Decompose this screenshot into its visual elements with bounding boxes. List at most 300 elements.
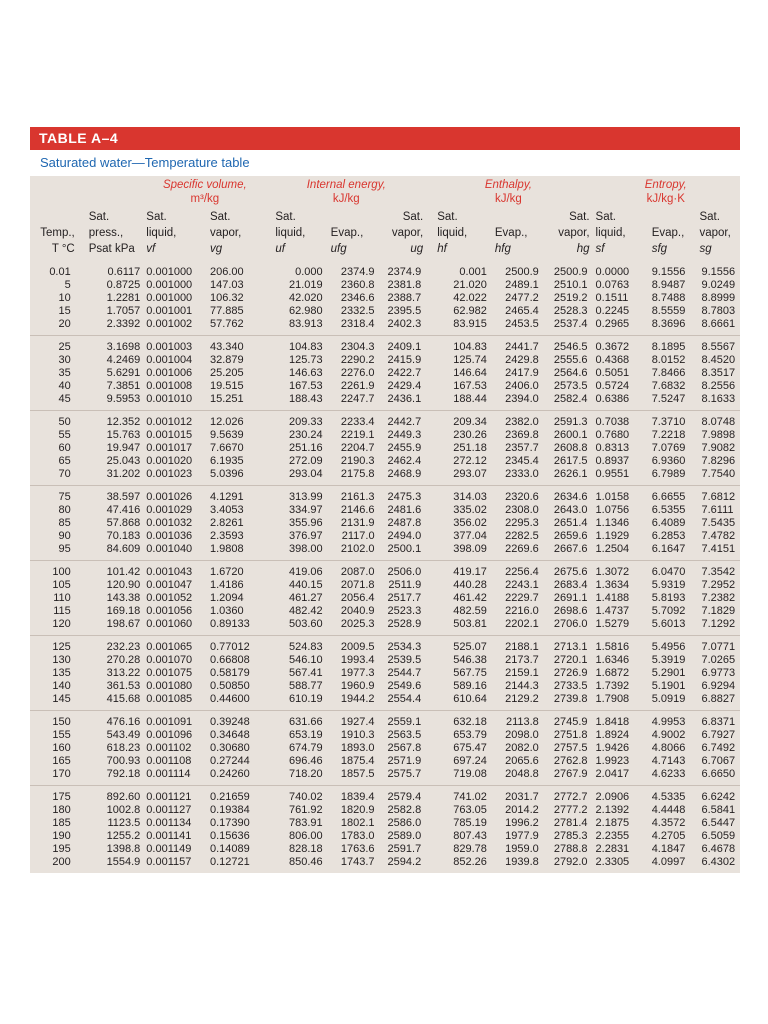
table-cell: 2772.7 [543,786,592,805]
header-2-col-1: press., [88,227,124,239]
table-row [30,830,740,843]
table-cell: 0.001017 [146,442,193,454]
table-cell: 8.2556 [701,380,736,392]
table-row [30,680,740,693]
table-cell: 2634.6 [543,486,592,505]
table-cell: 19.947 [106,442,141,454]
header-3-col-11: sfg [651,243,668,255]
table-cell: 0.001004 [146,354,193,366]
table-cell: 2767.9 [553,768,588,780]
header-3-col-1: Psat kPa [88,243,135,255]
table-cell: 2453.5 [505,318,539,330]
table-cell: 19.515 [209,380,244,392]
table-cell: 610.19 [289,693,323,705]
table-cell: 653.79 [453,729,487,741]
table-cell: 440.28 [453,579,487,591]
table-cell: 1.3072 [592,561,648,580]
table-cell: 230.24 [289,429,323,441]
table-cell: 2395.5 [387,305,422,317]
table-cell: 7.1829 [701,605,736,617]
table-cell: 2082.0 [505,742,539,754]
header-1-col-12: Sat. [699,211,720,223]
table-cell: 190 [52,830,71,842]
table-cell: 2594.2 [387,856,422,868]
table-body [30,261,740,873]
table-cell: 356.02 [453,517,487,529]
table-cell: 101.42 [79,561,143,580]
table-cell: 0.001006 [146,367,193,379]
header-3-col-3: vg [209,243,223,255]
table-cell: 0.001015 [146,429,193,441]
table-cell: 1.6720 [208,561,267,580]
table-cell: 4.1847 [651,843,686,855]
table-cell: 6.5841 [701,804,736,816]
table-cell: 0.2965 [595,318,630,330]
table-cell: 7.4782 [701,530,736,542]
table-cell: 8.0748 [697,411,740,430]
table-cell: 6.6242 [697,786,740,805]
group-specific-volume-label: Specific volume, [162,179,247,191]
table-cell: 2564.6 [553,367,588,379]
table-cell: 313.22 [106,667,141,679]
table-cell: 2346.6 [340,292,375,304]
table-cell: 482.42 [289,605,323,617]
table-cell: 7.0769 [651,442,686,454]
table-cell: 0.50850 [209,680,250,692]
table-cell: 1398.8 [106,843,141,855]
table-title: TABLE A–4 [30,127,740,150]
table-cell: 293.07 [453,468,487,480]
saturated-water-temperature-table [30,176,740,873]
table-cell: 1910.3 [340,729,375,741]
table-cell: 6.9360 [651,455,686,467]
table-cell: 1.1929 [595,530,630,542]
table-cell: 100 [30,561,79,580]
table-cell: 7.4151 [701,543,736,555]
table-cell: 1.0360 [209,605,244,617]
table-cell: 632.18 [425,711,491,730]
table-row [30,261,740,279]
table-cell: 7.3710 [648,411,698,430]
table-cell: 9.1556 [701,266,736,278]
table-cell: 335.02 [453,504,487,516]
header-3-col-5: ufg [330,243,347,255]
table-cell: 0.30680 [209,742,250,754]
table-cell: 2449.3 [387,429,422,441]
table-cell: 0.001157 [146,856,192,868]
group-internal-energy-unit: kJ/kg [332,193,360,205]
table-cell: 0.001127 [146,804,192,816]
table-cell: 1.0158 [592,486,648,505]
table-cell: 2487.8 [387,517,422,529]
table-cell: 42.020 [289,292,323,304]
table-cell: 15.251 [209,393,244,405]
table-cell: 169.18 [106,605,141,617]
table-cell: 850.46 [289,856,323,868]
table-cell: 524.83 [267,636,326,655]
header-3-col-9: hg [576,243,590,255]
table-cell: 1.5816 [592,636,648,655]
table-cell: 1.5279 [595,618,630,630]
header-2-col-11: Evap., [651,227,685,239]
header-2-col-6: vapor, [391,227,424,239]
table-cell: 2402.3 [387,318,422,330]
table-cell: 589.16 [453,680,487,692]
table-cell: 2757.5 [553,742,588,754]
table-cell: 135 [52,667,71,679]
table-cell: 251.18 [453,442,487,454]
table-cell: 1927.4 [327,711,379,730]
table-row [30,543,740,561]
table-cell: 2739.8 [553,693,588,705]
table-row [30,442,740,455]
table-row [30,636,740,655]
table-cell: 150 [30,711,79,730]
table-cell: 2751.8 [553,729,588,741]
table-cell: 829.78 [453,843,487,855]
table-cell: 1996.2 [505,817,539,829]
table-cell: 8.3696 [651,318,686,330]
table-cell: 12.026 [208,411,267,430]
table-cell: 2345.4 [505,455,539,467]
table-cell: 2626.1 [553,468,588,480]
table-row [30,843,740,856]
table-cell: 2519.2 [553,292,588,304]
table-cell: 2567.8 [387,742,422,754]
header-1-col-5 [327,209,379,225]
table-cell: 195 [52,843,71,855]
table-cell: 8.7803 [701,305,736,317]
table-cell: 1893.0 [340,742,375,754]
table-cell: 1.4188 [595,592,630,604]
table-cell: 120 [52,618,71,630]
table-cell: 314.03 [425,486,491,505]
table-cell: 0.5724 [595,380,630,392]
header-1-col-6: Sat. [402,211,424,223]
table-cell: 2489.1 [505,279,539,291]
table-cell: 2534.3 [379,636,426,655]
table-row [30,768,740,786]
table-cell: 1.7057 [106,305,141,317]
table-cell: 0.001029 [146,504,193,516]
table-cell: 2720.1 [553,654,588,666]
table-row [30,367,740,380]
header-1-col-9: Sat. [569,211,590,223]
table-cell: 2204.7 [340,442,375,454]
table-row [30,393,740,411]
table-cell: 2014.2 [505,804,539,816]
table-cell: 104.83 [267,336,326,355]
table-cell: 398.00 [289,543,323,555]
table-cell: 90 [58,530,71,542]
table-cell: 2048.8 [505,768,539,780]
table-cell: 2591.7 [387,843,422,855]
table-cell: 675.47 [453,742,487,754]
table-cell: 110 [53,592,71,604]
table-cell: 0.6117 [107,266,141,278]
table-cell: 4.5335 [648,786,698,805]
table-cell: 5 [64,279,71,291]
table-cell: 0.001008 [146,380,193,392]
table-cell: 38.597 [79,486,143,505]
table-cell: 0.34648 [209,729,250,741]
table-cell: 700.93 [106,755,141,767]
table-cell: 7.2952 [701,579,736,591]
table-cell: 230.26 [453,429,487,441]
header-1-col-4: Sat. [275,211,296,223]
table-cell: 62.982 [453,305,487,317]
table-cell: 1802.1 [340,817,375,829]
table-cell: 6.7927 [701,729,736,741]
table-cell: 1.8924 [595,729,630,741]
header-row-1 [30,209,740,225]
table-cell: 5.2901 [651,667,686,679]
table-cell: 2409.1 [379,336,426,355]
table-cell: 0.01 [49,266,71,278]
table-cell: 2475.3 [379,486,426,505]
table-cell: 4.8066 [651,742,686,754]
table-cell: 0.001020 [146,455,193,467]
table-cell: 2539.5 [387,654,422,666]
table-cell: 361.53 [106,680,141,692]
header-2-col-5: Evap., [330,227,364,239]
table-cell: 0.7038 [592,411,648,430]
table-cell: 2511.9 [388,579,422,591]
table-cell: 567.75 [453,667,487,679]
table-cell: 2.0906 [592,786,648,805]
table-cell: 2087.0 [327,561,379,580]
table-cell: 7.2382 [701,592,736,604]
table-cell: 0.001121 [142,786,208,805]
table-cell: 0.001096 [146,729,193,741]
table-cell: 5.7092 [651,605,686,617]
table-cell: 440.15 [289,579,323,591]
table-cell: 145 [52,693,71,705]
table-cell: 251.16 [289,442,323,454]
table-cell: 0.001075 [146,667,193,679]
table-cell: 9.5639 [209,429,244,441]
table-cell: 719.08 [453,768,487,780]
table-cell: 104.83 [425,336,491,355]
table-cell: 1.9808 [209,543,244,555]
table-cell: 0.001026 [142,486,208,505]
table-cell: 567.41 [289,667,323,679]
table-cell: 70 [58,468,71,480]
table-cell: 2025.3 [340,618,375,630]
table-cell: 2608.8 [553,442,588,454]
table-cell: 1.6346 [595,654,630,666]
table-row [30,817,740,830]
table-cell: 2369.8 [505,429,539,441]
header-1-col-1: Sat. [88,211,110,223]
table-cell: 0.001003 [142,336,208,355]
table-cell: 2546.5 [543,336,592,355]
table-row [30,380,740,393]
table-cell: 2374.9 [340,266,375,278]
header-2-col-0: Temp., [40,227,75,239]
table-row [30,561,740,580]
table-cell: 2762.8 [553,755,588,767]
table-cell: 2360.8 [340,279,375,291]
table-row [30,786,740,805]
table-cell: 0.8725 [106,279,141,291]
table-cell: 2441.7 [491,336,543,355]
group-specific-volume-unit: m³/kg [190,193,220,205]
table-cell: 15 [58,305,71,317]
table-row [30,279,740,292]
table-cell: 2.3593 [209,530,244,542]
table-cell: 653.19 [289,729,323,741]
table-cell: 5.0396 [209,468,244,480]
table-cell: 35 [58,367,71,379]
table-cell: 2683.4 [553,579,588,591]
table-subtitle: Saturated water—Temperature table [30,150,740,176]
header-3-col-2: vf [146,243,156,255]
table-cell: 588.77 [289,680,323,692]
table-cell: 147.03 [209,279,244,291]
table-row [30,411,740,430]
table-cell: 2422.7 [387,367,422,379]
table-row [30,693,740,711]
table-cell: 167.53 [289,380,323,392]
table-cell: 2129.2 [505,693,539,705]
table-cell: 125 [30,636,79,655]
table-cell: 7.0265 [701,654,736,666]
table-cell: 741.02 [425,786,491,805]
table-cell: 0.001114 [146,768,191,780]
group-entropy-label: Entropy, [644,179,687,191]
header-3-col-8: hfg [494,243,511,255]
table-cell: 4.0997 [651,856,686,868]
table-cell: 7.6812 [697,486,740,505]
table-cell: 130 [52,654,71,666]
table-cell: 2056.4 [340,592,375,604]
table-cell: 0.001023 [146,468,193,480]
table-row [30,654,740,667]
table-row [30,336,740,355]
table-cell: 0.89133 [209,618,250,630]
table-cell: 546.10 [289,654,323,666]
table-cell: 0.001012 [142,411,208,430]
table-cell: 1783.0 [340,830,375,842]
table-cell: 25 [30,336,79,355]
table-cell: 2468.9 [387,468,422,480]
table-cell: 503.81 [453,618,487,630]
table-cell: 6.1647 [651,543,686,555]
header-1-col-0 [30,209,79,225]
table-cell: 2098.0 [505,729,539,741]
header-1-col-11 [648,209,698,225]
table-cell: 3.1698 [79,336,143,355]
table-cell: 120.90 [106,579,141,591]
table-cell: 165 [52,755,71,767]
table-cell: 1820.9 [340,804,375,816]
table-cell: 7.8296 [701,455,736,467]
table-cell: 2009.5 [327,636,379,655]
table-cell: 1.3634 [595,579,630,591]
table-cell: 8.5567 [697,336,740,355]
table-cell: 200 [52,856,71,868]
table-cell: 1.4737 [595,605,630,617]
table-cell: 0.44600 [209,693,250,705]
header-3-col-12: sg [699,243,712,255]
table-cell: 6.8827 [701,693,736,705]
table-cell: 2131.9 [340,517,375,529]
table-cell: 95 [58,543,71,555]
table-cell: 8.7488 [651,292,686,304]
table-cell: 2510.1 [553,279,588,291]
table-cell: 5.0919 [651,693,686,705]
table-cell: 1977.3 [340,667,375,679]
table-cell: 105 [52,579,71,591]
table-cell: 4.9953 [648,711,698,730]
table-cell: 2382.0 [491,411,543,430]
table-cell: 1960.9 [340,680,375,692]
table-cell: 2188.1 [491,636,543,655]
table-cell: 198.67 [106,618,141,630]
table-cell: 1993.4 [340,654,375,666]
table-cell: 0.0763 [595,279,630,291]
table-cell: 2706.0 [553,618,588,630]
table-cell: 20 [58,318,71,330]
table-cell: 0.4368 [595,354,630,366]
table-cell: 0.66808 [209,654,250,666]
table-cell: 2579.4 [379,786,426,805]
table-cell: 0.001001 [146,305,193,317]
table-cell: 2455.9 [387,442,422,454]
table-cell: 1.7908 [595,693,630,705]
header-2-col-7: liquid, [437,227,468,239]
table-cell: 1857.5 [340,768,375,780]
table-cell: 2.2831 [595,843,630,855]
table-row [30,755,740,768]
table-cell: 610.64 [453,693,487,705]
table-cell: 7.9082 [701,442,736,454]
header-1-col-10: Sat. [595,211,616,223]
table-cell: 0.2245 [595,305,630,317]
saturated-water-table-document [30,127,740,873]
table-cell: 2304.3 [327,336,379,355]
table-cell: 6.7989 [651,468,686,480]
table-cell: 1875.4 [340,755,375,767]
table-cell: 2357.7 [505,442,539,454]
table-cell: 7.9898 [701,429,736,441]
table-cell: 0.7680 [595,429,630,441]
table-cell: 40 [58,380,71,392]
table-cell: 419.17 [425,561,491,580]
table-cell: 0.001032 [146,517,193,529]
table-row [30,318,740,336]
table-cell: 2500.9 [553,266,588,278]
table-cell: 272.09 [289,455,323,467]
table-cell: 45 [58,393,71,405]
table-cell: 2462.4 [387,455,422,467]
table-cell: 503.60 [289,618,323,630]
table-cell: 7.2218 [651,429,686,441]
table-cell: 180 [52,804,71,816]
header-3-col-7: hf [437,243,447,255]
table-cell: 2698.6 [553,605,588,617]
table-row [30,856,740,873]
table-cell: 6.7492 [701,742,736,754]
table-cell: 65 [58,455,71,467]
table-cell: 0.001000 [146,292,193,304]
table-cell: 313.99 [267,486,326,505]
table-cell: 1959.0 [505,843,539,855]
table-cell: 8.4520 [701,354,736,366]
table-cell: 0.001040 [146,543,193,555]
table-cell: 0.001091 [142,711,208,730]
